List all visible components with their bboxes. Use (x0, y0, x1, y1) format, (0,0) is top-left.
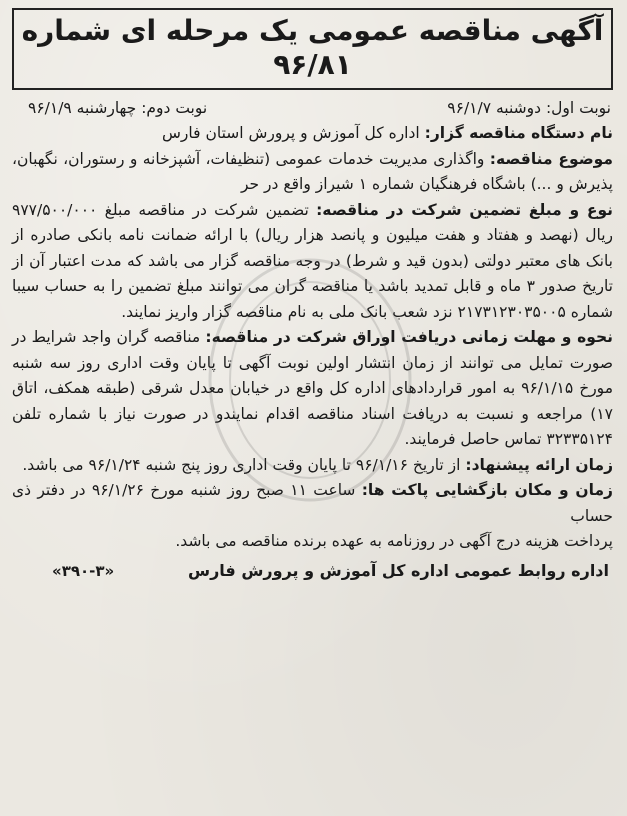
guarantee-section (12, 198, 613, 326)
opening-label: زمان و مکان بازگشایی پاکت ها: (361, 481, 613, 499)
documents-value: مناقصه گران واجد شرایط در صورت تمایل می توانند از زمان انتشار اولین نوبت آگهی تا پایان وقت اداری روز سه شنبه مورخ ۹۶/۱/۱۵ به امور قراردادهای اداره کل واقع در خیابان معدل شرقی (طبقه همکف، اتاق ۱۷) مراجعه و نسبت به دریافت اسناد مناقصه اقدام نمایندو در صورت نیاز با شماره تلفن ۳۲۳۳۵۱۲۴ تماس حاصل فرمایند. (12, 328, 613, 448)
guarantee-label: نوع و مبلغ تضمین شرکت در مناقصه: (316, 200, 613, 219)
first-round: نوبت اول: دوشنبه ۹۶/۱/۷ (447, 99, 611, 117)
subject-value: واگذاری مدیریت خدمات عمومی (تنظیفات، آشپزخانه و رستوران، نگهبان، پذیرش و ...) باشگاه فرهنگیان شماره ۱ شیراز واقع در حر (12, 149, 613, 193)
submission-value: از تاریخ ۹۶/۱/۱۶ تا پایان وقت اداری روز پنج شنبه ۹۶/۱/۲۴ می باشد. (22, 455, 461, 474)
cost-note: پرداخت هزینه درج آگهی در روزنامه به عهده برنده مناقصه می باشد. (175, 532, 613, 550)
title-box (12, 8, 613, 90)
opening-section (12, 478, 613, 529)
page-title: آگهی مناقصه عمومی یک مرحله ای شماره ۹۶/۸۱ (21, 14, 604, 81)
documents-section (12, 325, 613, 453)
subject-section (12, 147, 613, 198)
footer-code: «۳۹۰-۳» (52, 561, 115, 580)
guarantee-value: تضمین شرکت در مناقصه مبلغ ۹۷۷/۵۰۰/۰۰۰ ریال (نهصد و هفتاد و هفت میلیون و پانصد هزار ریال) با ارائه ضمانت نامه بانکی صادره از بانک های معتبر دولتی (بدون قید و شرط) در وجه مناقصه گزار می باشد که مدت اعتبار آن از تاریخ صدور ۳ ماه و قابل تمدید باشد یا مناقصه گران می توانند مبلغ تضمین را به حساب سیبا شماره ۲۱۷۳۱۲۳۰۳۵۰۰۵ نزد شعب بانک ملی به نام مناقصه گزار واریز نمایند. (12, 200, 613, 321)
submission-section (12, 453, 613, 479)
submission-label: زمان ارائه پیشنهاد: (465, 455, 613, 474)
opening-value: ساعت ۱۱ صبح روز شنبه مورخ ۹۶/۱/۲۶ در دفتر ذی حساب (12, 481, 613, 525)
footer-org: اداره روابط عمومی اداره کل آموزش و پرورش فارس (187, 560, 609, 580)
subject-label: موضوع مناقصه: (489, 149, 613, 168)
organizer-value: اداره کل آموزش و پرورش استان فارس (162, 124, 420, 142)
publication-rounds (12, 96, 613, 121)
second-round: نوبت دوم: چهارشنبه ۹۶/۱/۹ (28, 99, 208, 117)
documents-label: نحوه و مهلت زمانی دریافت اوراق شرکت در مناقصه: (205, 328, 613, 346)
organizer-section (12, 121, 613, 147)
organizer-label: نام دستگاه مناقصه گزار: (424, 124, 613, 142)
footer (12, 561, 613, 580)
